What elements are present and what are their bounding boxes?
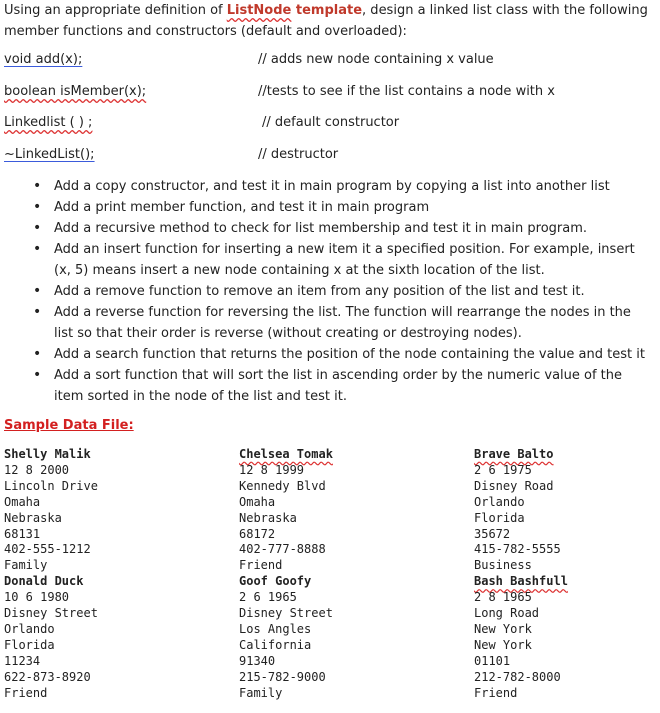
sample-column <box>474 447 568 702</box>
signature-comment: // adds new node containing x value <box>258 52 494 67</box>
record-line: 01101 <box>474 653 511 668</box>
record-name: Chelsea Tomak <box>239 447 333 461</box>
intro-suffix: , design a linked list class with the following member functions and constructors (default and overloaded): <box>4 3 648 39</box>
record-line: Florida <box>474 510 525 525</box>
record-line: Nebraska <box>4 510 62 525</box>
record-line: 35672 <box>474 526 511 541</box>
record-line: 402-555-1212 <box>4 542 91 557</box>
listnode-term: ListNode <box>226 3 292 18</box>
record-line: 91340 <box>239 653 276 668</box>
list-item: • Add a remove function to remove an item from any position of the list and test it. <box>54 281 650 302</box>
list-item: • Add an insert function for inserting a new item it a specified position. For example, insert (x, 5) means insert a new node containing x at the sixth location of the list. <box>54 239 650 281</box>
record-line: New York <box>474 637 532 652</box>
record-line: 68131 <box>4 526 41 541</box>
record-line: California <box>239 637 312 652</box>
record-line: 12 8 1999 <box>239 462 305 477</box>
record-name: Goof Goofy <box>239 574 312 589</box>
signature-comment: //tests to see if the list contains a node with x <box>258 84 555 99</box>
intro-prefix: Using an appropriate definition of <box>4 3 227 18</box>
requirements-list <box>0 176 650 407</box>
template-term: template <box>291 3 363 18</box>
record-line: 215-782-9000 <box>239 669 326 684</box>
record-line: Business <box>474 558 532 573</box>
record-line: Omaha <box>239 494 276 509</box>
record-line: Friend <box>239 558 283 573</box>
record-line: Disney Street <box>239 606 333 621</box>
sample-column <box>239 447 333 702</box>
record-line: Lincoln Drive <box>4 478 98 493</box>
signature-code: ~LinkedList(); <box>4 147 95 162</box>
record-line: 12 8 2000 <box>4 462 70 477</box>
record-line: Family <box>239 685 283 700</box>
record-line: 2 6 1965 <box>239 590 297 605</box>
list-item: • Add a print member function, and test it in main program <box>54 197 650 218</box>
record-line: Friend <box>474 685 518 700</box>
record-line: Family <box>4 558 48 573</box>
record-line: Disney Street <box>4 606 98 621</box>
record-line: Omaha <box>4 494 41 509</box>
intro-paragraph <box>4 0 654 42</box>
record-line: 10 6 1980 <box>4 590 70 605</box>
record-line: Nebraska <box>239 510 297 525</box>
sample-data-heading: Sample Data File: <box>4 418 134 433</box>
record-name: Shelly Malik <box>4 447 91 461</box>
record-line: 68172 <box>239 526 276 541</box>
record-line: Friend <box>4 685 48 700</box>
list-item: • Add a recursive method to check for list membership and test it in main program. <box>54 218 650 239</box>
list-item: • Add a reverse function for reversing the list. The function will rearrange the nodes in the list so that their order is reverse (without creating or destroying nodes). <box>54 302 650 344</box>
signature-code: Linkedlist ( ) ; <box>4 115 93 130</box>
record-line: Kennedy Blvd <box>239 478 326 493</box>
record-line: Florida <box>4 637 55 652</box>
record-line: Los Angles <box>239 621 312 636</box>
record-line: 402-777-8888 <box>239 542 326 557</box>
record-line: Long Road <box>474 606 540 621</box>
record-line: Disney Road <box>474 478 554 493</box>
list-item: • Add a search function that returns the position of the node containing the value and test it <box>54 344 650 365</box>
record-line: 415-782-5555 <box>474 542 561 557</box>
record-line: 2 6 1975 <box>474 462 532 477</box>
list-item: • Add a sort function that will sort the list in ascending order by the numeric value of the item sorted in the node of the list and test it. <box>54 365 650 407</box>
sample-column <box>4 447 98 702</box>
signature-comment: // default constructor <box>262 115 400 130</box>
signature-code: boolean isMember(x); <box>4 84 147 99</box>
list-item: • Add a copy constructor, and test it in main program by copying a list into another list <box>54 176 650 197</box>
signature-code: void add(x); <box>4 52 83 67</box>
signature-comment: // destructor <box>258 147 339 162</box>
record-name: Bash Bashfull <box>474 574 568 589</box>
record-line: 11234 <box>4 653 41 668</box>
record-name: Brave Balto <box>474 447 554 461</box>
record-line: 622-873-8920 <box>4 669 91 684</box>
record-line: 212-782-8000 <box>474 669 561 684</box>
record-name: Donald Duck <box>4 574 84 589</box>
record-line: Orlando <box>474 494 525 509</box>
record-line: Orlando <box>4 621 55 636</box>
record-line: 2 8 1965 <box>474 590 532 605</box>
record-line: New York <box>474 621 532 636</box>
